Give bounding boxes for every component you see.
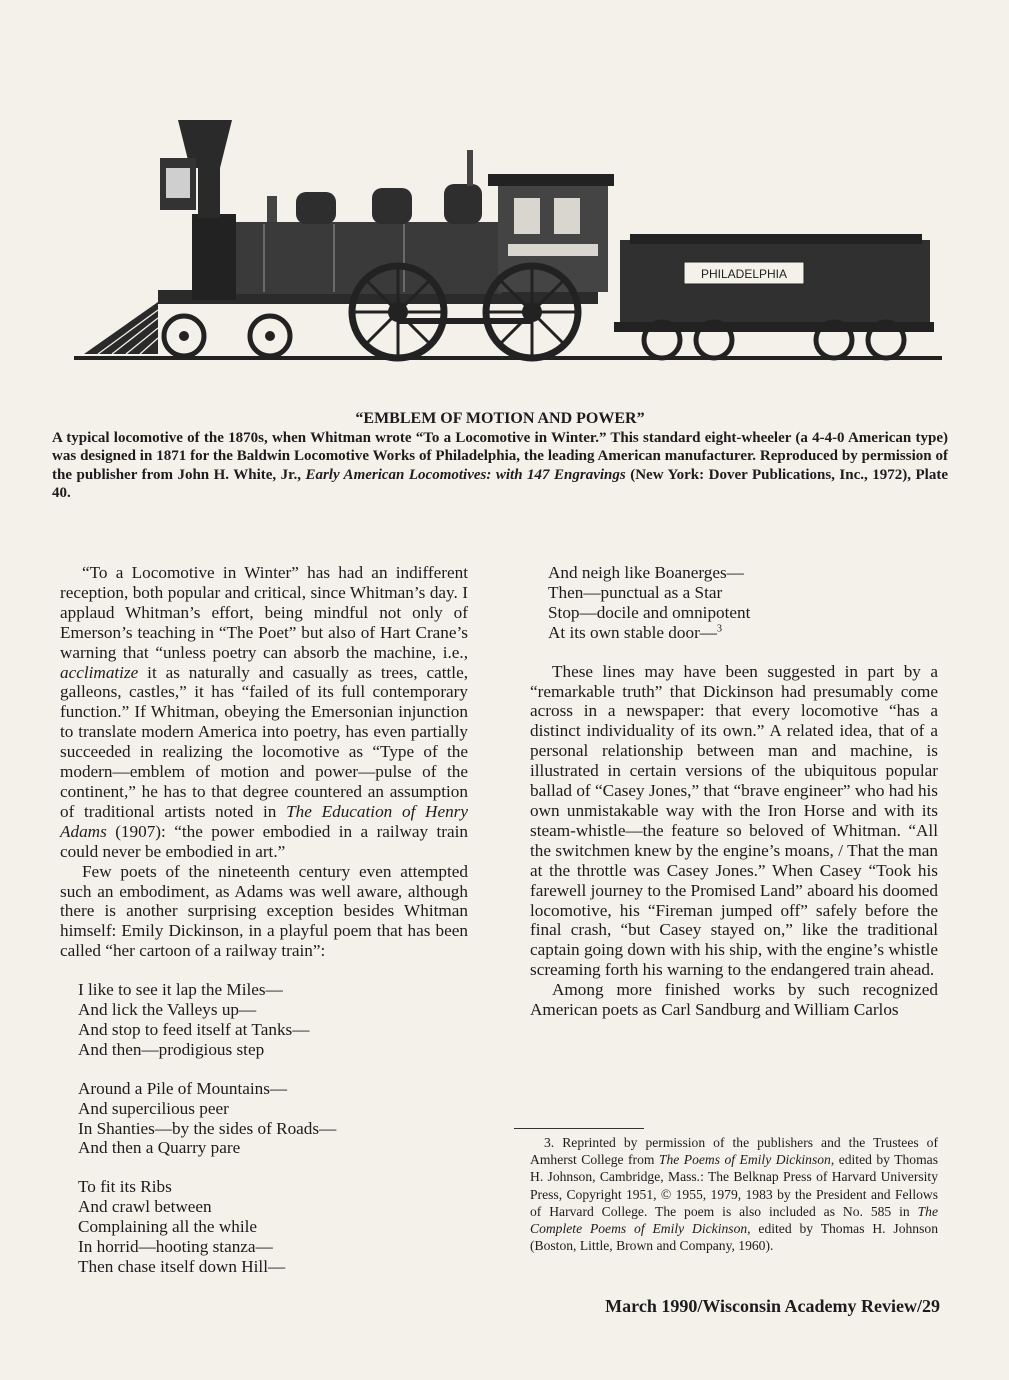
poem-line: And neigh like Boanerges— xyxy=(548,563,744,582)
poem-line: And crawl between xyxy=(78,1197,212,1217)
figure-caption xyxy=(52,410,948,503)
footnote-text-b: , edited by Thomas H. Johnson, Cambridge, Mass.: The Belknap Press of Harvard University Press, Copyright 1951, © 1955, 1979, 1983 by the President and Fellows of Harvard College. The poem is also included as No. 585 in xyxy=(530,1152,938,1219)
caption-book-title: Early American Locomotives: with 147 Engravings xyxy=(305,466,626,483)
stanza-2 xyxy=(78,1079,468,1159)
footnote-book-1: The Poems of Emily Dickinson xyxy=(658,1152,831,1168)
caption-title: “EMBLEM OF MOTION AND POWER” xyxy=(355,410,645,427)
stanza-3 xyxy=(78,1177,468,1277)
poem-line: And lick the Valleys up— xyxy=(78,1000,257,1020)
poem-right xyxy=(548,563,938,643)
p1-text-b: it as naturally and casually as trees, cattle, galleons, castles,” it has “failed of its full contemporary function.” If Whitman, obeying the Emersonian injunction to translate modern America into poetry, has even partially succeeded in realizing the locomotive as “Type of the modern—emblem of motion and power—pulse of the continent,” he has to that degree countered an assumption of traditional artists noted in xyxy=(60,662,468,821)
poem-left xyxy=(78,980,468,1277)
caption-text-1: A typical locomotive of the 1870s, when Whitman wrote “To a Locomotive in Winter.” This standard eight-wheeler (a 4-4-0 American type) was designed in 1871 for the Baldwin Locomotive Works of Philadelphia, the leading American manufacturer. Reproduced by permission of the publisher from John H. White, Jr., xyxy=(52,429,948,483)
footnote-divider xyxy=(514,1128,644,1129)
poem-line: In horrid—hooting stanza— xyxy=(78,1237,273,1257)
caption-body xyxy=(52,429,948,503)
paragraph-3: These lines may have been suggested in part by a “remarkable truth” that Dickinson had presumably come across in a newspaper: that every locomotive “has a distinct individuality of its own.” A related idea, that of a personal relationship between man and machine, is illustrated in certain versions of the ubiquitous popular ballad of “Casey Jones,” that “brave engineer” who had his own unmistakable way with the Iron Horse and with its steam-whistle—the feature so beloved of Whitman. “All the switchmen knew by the engine’s moans, / That the man at the throttle was Casey Jones.” When Casey “Took his farewell journey to the Promised Land” aboard his doomed locomotive, his “Fireman jumped off” safely before the final crash, “but Casey stayed on,” like the traditional captain going down with his ship, with the engine’s whistle screaming forth his warning to the endangered train ahead. xyxy=(530,661,938,980)
footnote-ref[interactable]: 3 xyxy=(717,622,722,634)
poem-line: In Shanties—by the sides of Roads— xyxy=(78,1118,337,1138)
poem-line: And then—prodigious step xyxy=(78,1039,265,1059)
poem-line: To fit its Ribs xyxy=(78,1177,172,1197)
p1-emphasis: acclimatize xyxy=(60,662,139,682)
poem-line: Stop—docile and omnipotent xyxy=(548,602,751,622)
poem-line: Complaining all the while xyxy=(78,1217,258,1237)
poem-line: Then—punctual as a Star xyxy=(548,582,723,602)
poem-line-text: At its own stable door— xyxy=(548,622,717,642)
poem-line xyxy=(548,623,938,643)
page-footer: March 1990/Wisconsin Academy Review/29 xyxy=(605,1296,940,1316)
poem-line: I like to see it lap the Miles— xyxy=(78,980,283,1000)
left-column xyxy=(60,563,468,1277)
p1-text-a: “To a Locomotive in Winter” has had an indifferent reception, both popular and critical, since Whitman’s day. I applaud Whitman’s effort, being mindful not only of Emerson’s teaching in “The Poet” but also of Hart Crane’s warning that “unless poetry can absorb the machine, i.e., xyxy=(60,563,468,662)
footnote-book-2: The Complete Poems of Emily Dickinson xyxy=(530,1203,938,1237)
poem-line: Then chase itself down Hill— xyxy=(78,1257,286,1276)
locomotive-illustration xyxy=(74,112,942,370)
p1-book-title: The Education of Henry Adams xyxy=(60,801,469,841)
poem-line: Around a Pile of Mountains— xyxy=(78,1078,288,1098)
tender-label: PHILADELPHIA xyxy=(700,267,788,281)
paragraph-4: Among more finished works by such recognized American poets as Carl Sandburg and William Carlos xyxy=(530,980,938,1020)
paragraph-2: Few poets of the nineteenth century even attempted such an embodiment, as Adams was well aware, although there is another surprising exception besides Whitman himself: Emily Dickinson, in a playful poem that has been called “her cartoon of a railway train”: xyxy=(60,861,468,961)
poem-line: And stop to feed itself at Tanks— xyxy=(78,1019,310,1039)
caption-text-2: (New York: Dover Publications, Inc., 1972), Plate 40. xyxy=(52,466,948,502)
p1-text-c: (1907): “the power embodied in a railway train could never be embodied in art.” xyxy=(60,821,468,861)
poem-line: And supercilious peer xyxy=(78,1098,229,1118)
poem-line: And then a Quarry pare xyxy=(78,1138,241,1158)
footnote-text-a: 3. Reprinted by permission of the publishers and the Trustees of Amherst College from xyxy=(530,1135,938,1168)
footnote-text-c: , edited by Thomas H. Johnson (Boston, Little, Brown and Company, 1960). xyxy=(530,1221,938,1254)
paragraph-1 xyxy=(60,563,468,862)
stanza-1 xyxy=(78,980,468,1060)
footnote xyxy=(530,1134,938,1254)
right-column xyxy=(530,563,938,1020)
